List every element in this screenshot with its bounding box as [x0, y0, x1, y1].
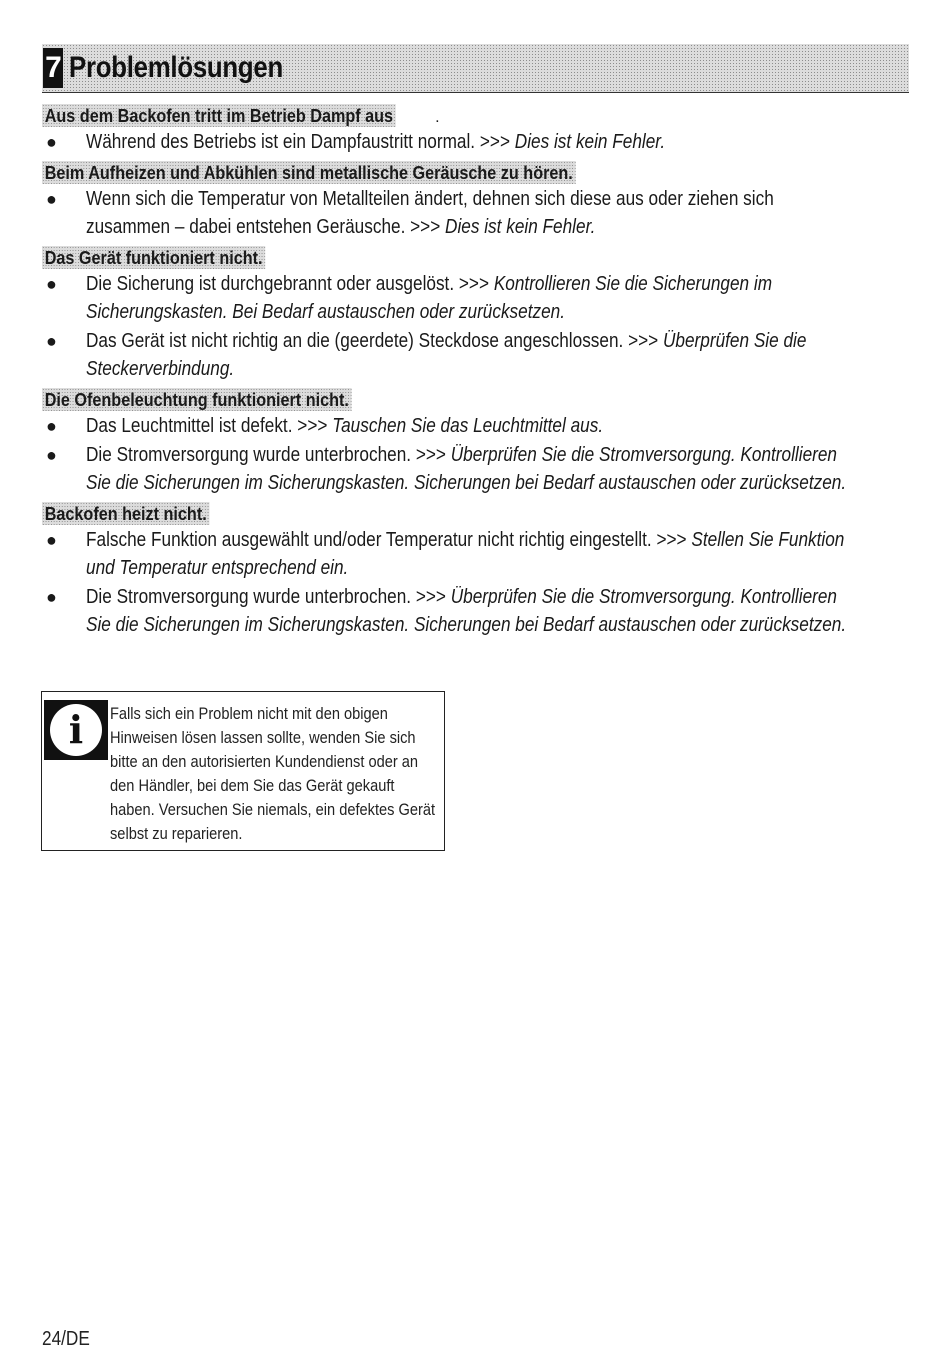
solution-text: Überprüfen Sie die Stromversorgung. Kontrollieren Sie die Sicherungen im Sicherungskasten. Sicherungen bei Bedarf austauschen oder zurücksetzen. [86, 586, 847, 636]
chapter-header [42, 44, 909, 93]
cause-text: Die Stromversorgung wurde unterbrochen. >>> [86, 444, 451, 466]
solution-text: Überprüfen Sie die Steckerverbindung. [86, 330, 807, 380]
solution-text: Tauschen Sie das Leuchtmittel aus. [332, 415, 604, 437]
section-title-trail: . [435, 109, 440, 126]
list-item [42, 412, 902, 440]
info-icon: i [44, 700, 108, 760]
cause-text: Das Leuchtmittel ist defekt. >>> [86, 415, 333, 437]
section [42, 498, 902, 639]
bullet-icon: ● [46, 530, 57, 550]
bullet-icon: ● [46, 189, 57, 209]
bullet-icon: ● [46, 587, 57, 607]
bullet-icon: ● [46, 274, 57, 294]
cause-text: Die Sicherung ist durchgebrannt oder ausgelöst. >>> [86, 273, 494, 295]
list-item [42, 327, 902, 383]
cause-text: Die Stromversorgung wurde unterbrochen. >>> [86, 586, 451, 608]
bullet-icon: ● [46, 132, 57, 152]
section [42, 242, 902, 383]
list-item [42, 128, 902, 156]
solution-text: Dies ist kein Fehler. [514, 131, 666, 153]
solution-text: Stellen Sie Funktion und Temperatur entsprechend ein. [86, 529, 845, 579]
list-item [42, 185, 902, 241]
cause-text: Während des Betriebs ist ein Dampfaustritt normal. >>> [86, 131, 515, 153]
section [42, 384, 902, 497]
section-title: Beim Aufheizen und Abkühlen sind metallische Geräusche zu hören. [42, 161, 576, 184]
section-title: Aus dem Backofen tritt im Betrieb Dampf aus [42, 104, 396, 127]
section-title: Backofen heizt nicht. [42, 502, 209, 525]
bullet-icon: ● [46, 416, 57, 436]
cause-text: Wenn sich die Temperatur von Metallteilen ändert, dehnen sich diese aus oder ziehen sich zusammen – dabei entstehen Geräusche. >>> [86, 188, 774, 238]
bullet-icon: ● [46, 331, 57, 351]
list-item [42, 526, 902, 582]
note-text: Falls sich ein Problem nicht mit den obigen Hinweisen lösen lassen sollte, wenden Sie sich bitte an den autorisierten Kundendienst oder an den Händler, bei dem Sie das Gerät gekauft haben. Versuchen Sie niemals, ein defektes Gerät selbst zu reparieren. [110, 704, 436, 843]
troubleshooting-list [42, 100, 902, 640]
page-number: 24/DE [42, 1328, 90, 1350]
bullet-icon: ● [46, 445, 57, 465]
section-title: Die Ofenbeleuchtung funktioniert nicht. [42, 388, 352, 411]
solution-text: Kontrollieren Sie die Sicherungen im Sicherungskasten. Bei Bedarf austauschen oder zurücksetzen. [86, 273, 773, 323]
section [42, 157, 902, 241]
list-item [42, 270, 902, 326]
section-title: Das Gerät funktioniert nicht. [42, 246, 265, 269]
solution-text: Überprüfen Sie die Stromversorgung. Kontrollieren Sie die Sicherungen im Sicherungskasten. Sicherungen bei Bedarf austauschen oder zurücksetzen. [86, 444, 847, 494]
list-item [42, 583, 902, 639]
section [42, 100, 902, 156]
chapter-number: 7 [43, 48, 63, 88]
info-note-box [41, 691, 445, 851]
chapter-title: Problemlösungen [69, 51, 284, 84]
solution-text: Dies ist kein Fehler. [445, 216, 596, 238]
cause-text: Falsche Funktion ausgewählt und/oder Temperatur nicht richtig eingestellt. >>> [86, 529, 692, 551]
list-item [42, 441, 902, 497]
cause-text: Das Gerät ist nicht richtig an die (geerdete) Steckdose angeschlossen. >>> [86, 330, 664, 352]
